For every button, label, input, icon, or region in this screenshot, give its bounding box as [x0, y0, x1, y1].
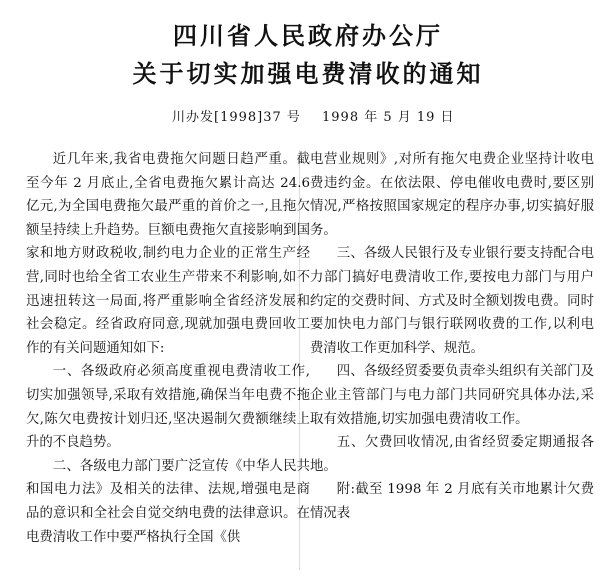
- document-number: 川办发[1998]37 号: [172, 110, 301, 125]
- item-4-paragraph: 四、各级经贸委要负责牵头组织有关部门及企业主管部门与电力部门共同研究具体办法,采取有效措施,切实加强电费清收工作。: [310, 364, 594, 427]
- item-1-paragraph: 一、各级政府必须高度重视电费清收工作,切实加强领导,采取有效措施,确保当年电费不拖欠,陈欠电费按计划归还,坚决遏制欠费额继续上升的不良趋势。: [26, 364, 310, 451]
- item-5-paragraph: 五、欠费回收情况,由省经贸委定期通报各地。: [310, 435, 594, 474]
- document-date: 1998 年 5 月 19 日: [322, 110, 455, 125]
- item-2-paragraph: 二、各级电力部门要广泛宣传《中华人民共和国电力法》及相关的法律、法规,增强电是商品的意识和全社会自觉交纳电费的法律意识。在电费清收工作中要严格执行全国《供: [26, 458, 310, 545]
- body-right-column: [310, 148, 594, 526]
- item-3-paragraph: 三、各级人民银行及专业银行要支持配合电力部门搞好电费清收工作,要按电力部门与用户约定的交费时间、方式及时全额划拨电费。同时要加快电力部门与银行联网收费的工作,以利电费清收工作更加科学、规范。: [310, 246, 594, 356]
- attachment-paragraph: 附:截至 1998 年 2 月底有关市地累计欠费情况表: [310, 482, 594, 521]
- document-title-line2: 关于切实加强电费清收的通知: [132, 60, 484, 88]
- document-title-line1: 四川省人民政府办公厅: [173, 22, 443, 50]
- item-2-continuation: 电营业规则》,对所有拖欠电费企业坚持计收电费违约金。在依法限、停电催收电费时,要区别情况,严格按照国家规定的程序办事,切实搞好服务。: [310, 152, 594, 238]
- intro-paragraph: 近几年来,我省电费拖欠问题日趋严重。截至今年 2 月底止,全省电费拖欠累计高达 24.6 亿元,为全国电费拖欠最严重的首价之一,且拖欠额呈持续上升趋势。巨额电费拖欠直接影响到国家和地方财政税收,制约电力企业的正常生产经营,同时也给全省工农业生产带来不利影响,如不迅速扭转这一局面,将严重影响全省经济发展和社会稳定。经省政府同意,现就加强电费回收工作的有关问题通知如下:: [26, 152, 310, 356]
- body-left-column: [26, 148, 310, 549]
